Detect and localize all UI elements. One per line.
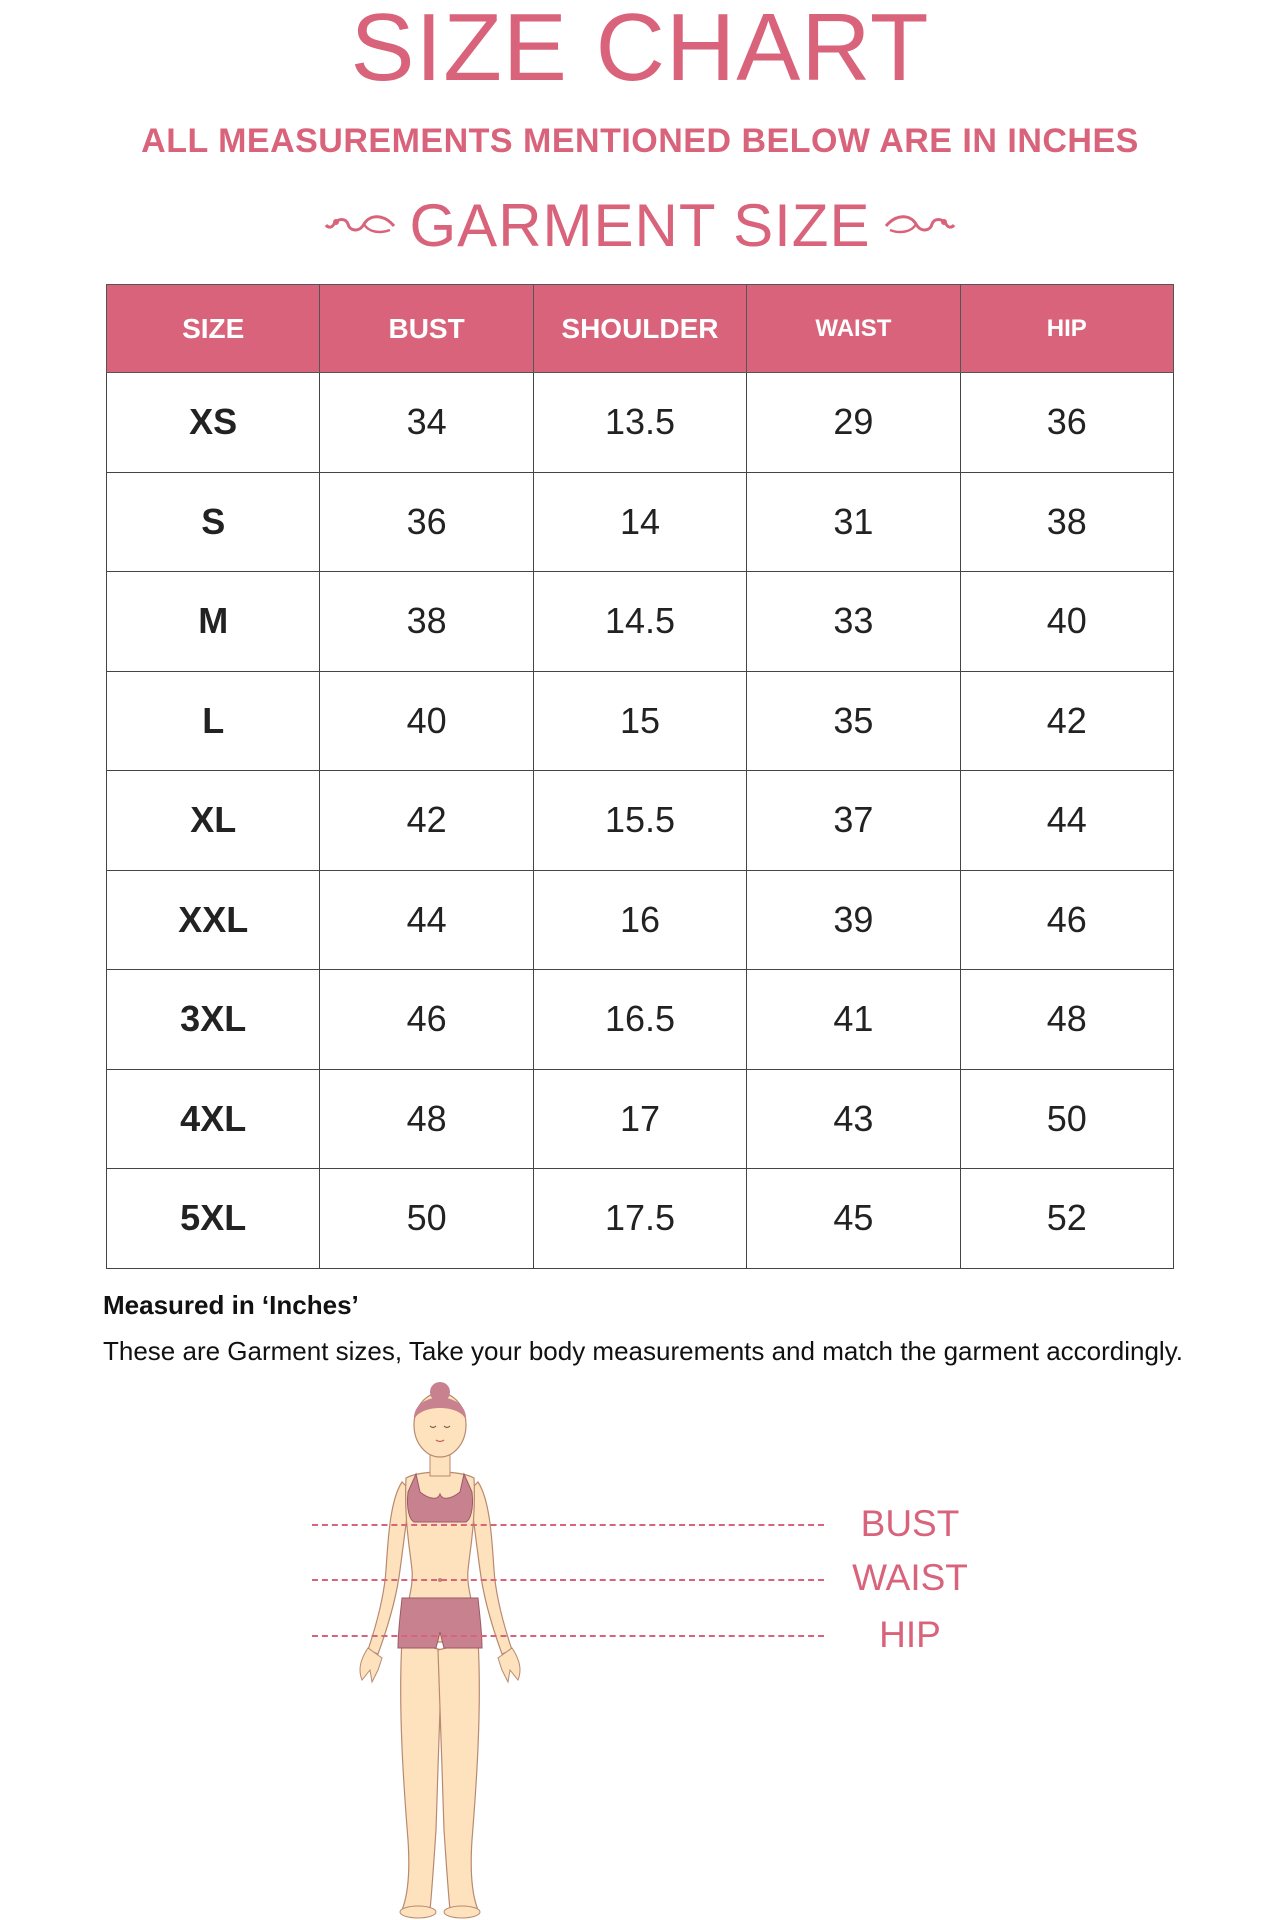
size-cell: M xyxy=(107,572,320,672)
bust-cell: 38 xyxy=(320,572,533,672)
hip-cell: 38 xyxy=(960,472,1173,572)
bust-cell: 46 xyxy=(320,970,533,1070)
bust-guide-line xyxy=(312,1524,824,1526)
flourish-left-icon xyxy=(324,210,396,240)
size-cell: XXL xyxy=(107,870,320,970)
bust-cell: 40 xyxy=(320,671,533,771)
body-figure-illustration xyxy=(290,1370,590,1920)
hip-cell: 42 xyxy=(960,671,1173,771)
waist-cell: 33 xyxy=(747,572,960,672)
shoulder-cell: 14 xyxy=(533,472,746,572)
hip-cell: 44 xyxy=(960,771,1173,871)
header-hip: HIP xyxy=(960,285,1173,373)
size-cell: XS xyxy=(107,373,320,473)
table-header-row xyxy=(107,285,1174,373)
hip-guide-line xyxy=(312,1635,824,1637)
table-row xyxy=(107,1069,1174,1169)
header-waist: WAIST xyxy=(747,285,960,373)
table-row xyxy=(107,1169,1174,1269)
waist-cell: 41 xyxy=(747,970,960,1070)
size-cell: L xyxy=(107,671,320,771)
header-shoulder: SHOULDER xyxy=(533,285,746,373)
size-cell: 5XL xyxy=(107,1169,320,1269)
note-text: These are Garment sizes, Take your body measurements and match the garment accordingly. xyxy=(103,1336,1184,1366)
table-row xyxy=(107,970,1174,1070)
hip-cell: 46 xyxy=(960,870,1173,970)
shoulder-cell: 16 xyxy=(533,870,746,970)
flourish-right-icon xyxy=(884,210,956,240)
waist-label: WAIST xyxy=(852,1557,968,1598)
header-bust: BUST xyxy=(320,285,533,373)
section-title: GARMENT SIZE xyxy=(409,191,871,259)
bust-label: BUST xyxy=(860,1503,960,1544)
waist-cell: 31 xyxy=(747,472,960,572)
hip-cell: 48 xyxy=(960,970,1173,1070)
hip-cell: 40 xyxy=(960,572,1173,672)
table-row xyxy=(107,771,1174,871)
waist-cell: 29 xyxy=(747,373,960,473)
table-row xyxy=(107,870,1174,970)
hip-cell: 52 xyxy=(960,1169,1173,1269)
waist-cell: 39 xyxy=(747,870,960,970)
size-cell: S xyxy=(107,472,320,572)
page-title: SIZE CHART xyxy=(350,0,930,101)
size-cell: 4XL xyxy=(107,1069,320,1169)
shoulder-cell: 15.5 xyxy=(533,771,746,871)
size-cell: 3XL xyxy=(107,970,320,1070)
waist-cell: 43 xyxy=(747,1069,960,1169)
note-title: Measured in ‘Inches’ xyxy=(103,1290,359,1320)
hip-cell: 50 xyxy=(960,1069,1173,1169)
waist-guide-line xyxy=(312,1579,824,1581)
table-row xyxy=(107,671,1174,771)
size-cell: XL xyxy=(107,771,320,871)
hip-label: HIP xyxy=(879,1614,941,1655)
section-header xyxy=(0,190,1280,260)
hip-cell: 36 xyxy=(960,373,1173,473)
bust-cell: 48 xyxy=(320,1069,533,1169)
table-row xyxy=(107,472,1174,572)
shoulder-cell: 15 xyxy=(533,671,746,771)
table-row xyxy=(107,572,1174,672)
bust-cell: 34 xyxy=(320,373,533,473)
bust-cell: 50 xyxy=(320,1169,533,1269)
bust-cell: 42 xyxy=(320,771,533,871)
bust-cell: 44 xyxy=(320,870,533,970)
measurement-unit-subtitle: ALL MEASUREMENTS MENTIONED BELOW ARE IN INCHES xyxy=(141,122,1139,160)
waist-cell: 37 xyxy=(747,771,960,871)
bust-cell: 36 xyxy=(320,472,533,572)
shoulder-cell: 14.5 xyxy=(533,572,746,672)
shoulder-cell: 16.5 xyxy=(533,970,746,1070)
shoulder-cell: 13.5 xyxy=(533,373,746,473)
size-chart-table xyxy=(106,284,1174,1269)
header-size: SIZE xyxy=(107,285,320,373)
waist-cell: 35 xyxy=(747,671,960,771)
waist-cell: 45 xyxy=(747,1169,960,1269)
shoulder-cell: 17.5 xyxy=(533,1169,746,1269)
table-row xyxy=(107,373,1174,473)
shoulder-cell: 17 xyxy=(533,1069,746,1169)
